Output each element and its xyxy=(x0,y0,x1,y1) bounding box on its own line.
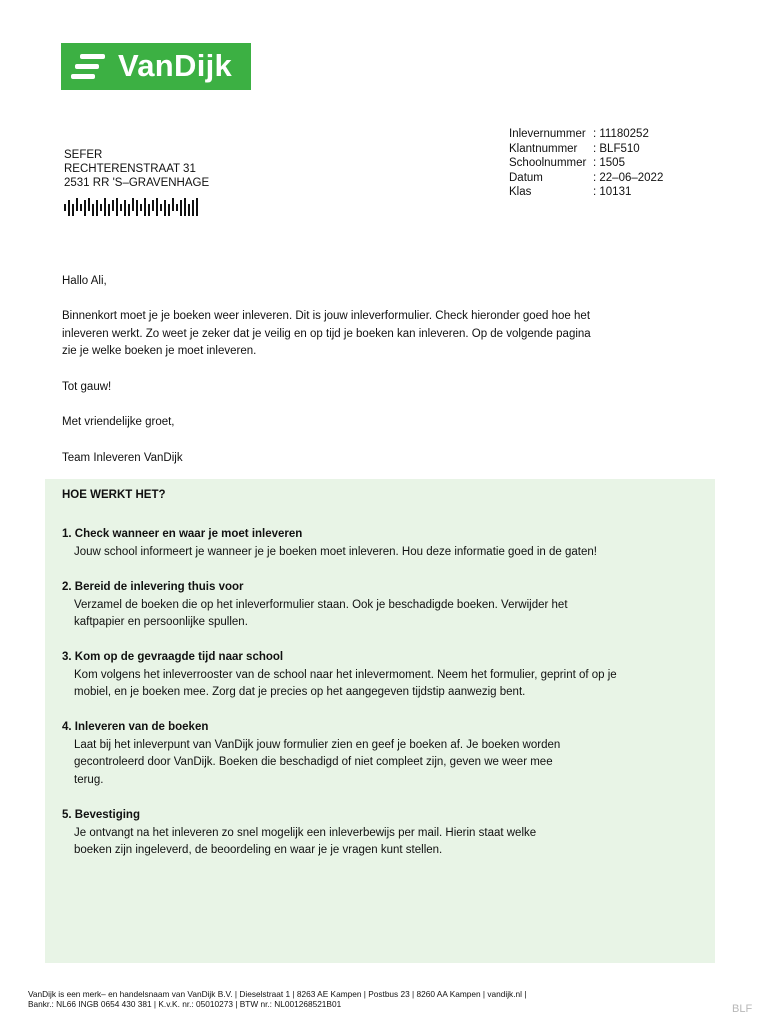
meta-value: : BLF510 xyxy=(593,142,640,155)
meta-value: : 11180252 xyxy=(593,128,649,140)
step-3 xyxy=(62,649,622,702)
step-1 xyxy=(62,526,622,561)
meta-row-klas xyxy=(509,185,663,200)
meta-label: Schoolnummer xyxy=(509,157,587,169)
letter-closing: Tot gauw! xyxy=(62,381,112,393)
company-footer xyxy=(28,989,526,1009)
step-title: 4. Inleveren van de boeken xyxy=(62,721,209,733)
meta-label: Datum xyxy=(509,171,543,184)
logo-text: VanDijk xyxy=(118,48,233,83)
letter-paragraph: Binnenkort moet je je boeken weer inleveren. Dit is jouw inleverformulier. Check hieronder goed hoe het inleveren werkt. Zo weet je zeker dat je veilig en op tijd je boeken kan inleveren. Op de volgende pagina zie je welke boeken je moet inleveren. xyxy=(62,310,591,357)
step-text: Verzamel de boeken die op het inleverformulier staan. Ook je beschadigde boeken. Verwijder het kaftpapier en persoonlijke spullen. xyxy=(74,598,568,628)
meta-row-klantnummer xyxy=(509,142,663,157)
vandijk-logo xyxy=(61,43,251,90)
step-title: 1. Check wanneer en waar je moet inleveren xyxy=(62,528,303,540)
meta-row-inlevernummer xyxy=(509,127,663,142)
recipient-city: 2531 RR 'S–GRAVENHAGE xyxy=(64,177,210,189)
step-text: Laat bij het inleverpunt van VanDijk jouw formulier zien en geef je boeken af. Je boeken worden gecontroleerd door VanDijk. Boeken die beschadigd of niet compleet zijn, geven we weer mee terug. xyxy=(74,738,561,786)
recipient-street: RECHTERENSTRAAT 31 xyxy=(64,163,196,175)
step-title: 2. Bereid de inlevering thuis voor xyxy=(62,581,244,593)
footer-line-address: VanDijk is een merk– en handelsnaam van VanDijk B.V. | Dieselstraat 1 | 8263 AE Kampen | Postbus 23 | 8260 AA Kampen | vandijk.nl | xyxy=(28,989,527,999)
step-4 xyxy=(62,719,622,789)
meta-row-datum xyxy=(509,171,663,186)
step-text: Kom volgens het inleverrooster van de school naar het inlevermoment. Neem het formulier, geprint of op je mobiel, en je boeken mee. Zorg dat je precies op het aangegeven tijdstip aanwezig bent. xyxy=(74,668,617,698)
letter-greeting: Hallo Ali, xyxy=(62,275,107,287)
step-5 xyxy=(62,807,622,860)
customer-meta xyxy=(509,127,663,200)
meta-value: : 1505 xyxy=(593,157,625,169)
step-text: Jouw school informeert je wanneer je je boeken moet inleveren. Hou deze informatie goed in de gaten! xyxy=(74,545,597,558)
page-code: BLF xyxy=(732,1003,753,1015)
how-it-works-title: HOE WERKT HET? xyxy=(62,489,166,501)
meta-value: : 22–06–2022 xyxy=(593,171,664,184)
how-it-works-panel xyxy=(45,479,715,963)
postal-barcode xyxy=(64,198,198,216)
meta-label: Inlevernummer xyxy=(509,128,586,140)
meta-value: : 10131 xyxy=(593,186,632,198)
meta-label: Klantnummer xyxy=(509,142,578,155)
step-title: 5. Bevestiging xyxy=(62,809,140,821)
letter-signature: Team Inleveren VanDijk xyxy=(62,452,183,464)
letter-regards: Met vriendelijke groet, xyxy=(62,416,175,428)
recipient-name: SEFER xyxy=(64,149,103,161)
meta-label: Klas xyxy=(509,186,532,198)
logo-stripes-icon xyxy=(71,54,105,80)
step-text: Je ontvangt na het inleveren zo snel mogelijk een inleverbewijs per mail. Hierin staat welke boeken zijn ingeleverd, de beoordeling en waar je je vragen kunt stellen. xyxy=(74,826,537,856)
step-title: 3. Kom op de gevraagde tijd naar school xyxy=(62,651,284,663)
recipient-address xyxy=(64,148,209,190)
step-2 xyxy=(62,579,622,632)
meta-row-schoolnummer xyxy=(509,156,663,171)
footer-line-registration: Bankr.: NL66 INGB 0654 430 381 | K.v.K. nr.: 05010273 | BTW nr.: NL001268521B01 xyxy=(28,999,342,1009)
